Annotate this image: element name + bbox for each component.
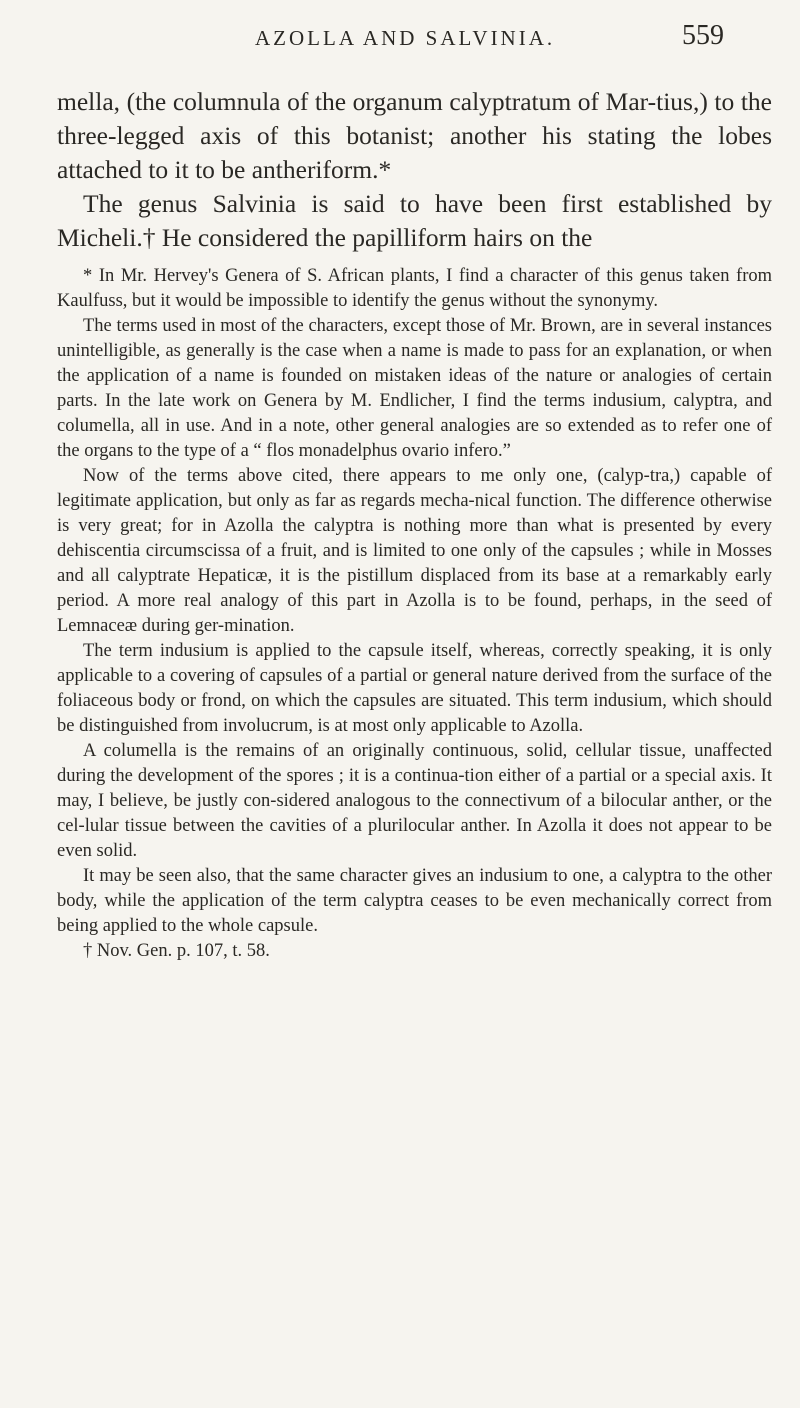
footnote-paragraph: The terms used in most of the characters, except those of Mr. Brown, are in several instances unintelligible, as generally is the case when a name is made to pass for an explanation, or when the application of a name is founded on mistaken ideas of the nature or analogies of certain parts. In the late work on Genera by M. Endlicher, I find the terms indusium, calyptra, and columella, all in use. And in a note, other general analogies are so extended as to refer one of the organs to the type of a “ flos monadelphus ovario infero.”	[57, 316, 772, 461]
running-title: AZOLLA AND SALVINIA.	[255, 26, 556, 50]
footnote-paragraph: It may be seen also, that the same character gives an indusium to one, a calyptra to the other body, while the application of the term calyptra ceases to be even mechanically correct from being applied to the whole capsule.	[57, 866, 772, 936]
footnote-paragraph: A columella is the remains of an originally continuous, solid, cellular tissue, unaffected during the development of the spores ; it is a continua-tion either of a partial or a special axis. It may, I believe, be justly con-sidered analogous to the connectivum of a bilocular anther, or the cel-lular tissue between the cavities of a plurilocular anther. In Azolla it does not appear to be even solid.	[57, 741, 772, 861]
footnotes	[57, 264, 772, 964]
page-number: 559	[682, 20, 724, 51]
footnote-paragraph: Now of the terms above cited, there appears to me only one, (calyp-tra,) capable of legitimate application, but only as far as regards mecha-nical function. The difference otherwise is very great; for in Azolla the calyptra is nothing more than what is presented by every dehiscentia circumscissa of a fruit, and is limited to one only of the capsules ; while in Mosses and all calyptrate Hepaticæ, it is the pistillum displaced from its base at a remarkably early period. A more real analogy of this part in Azolla is to be found, perhaps, in the seed of Lemnaceæ during ger-mination.	[57, 466, 772, 636]
body-paragraph: mella, (the columnula of the organum calyptratum of Mar-tius,) to the three-legged axis of this botanist; another his stating the lobes attached to it to be antheriform.*	[57, 87, 772, 184]
footnote-paragraph: † Nov. Gen. p. 107, t. 58.	[83, 941, 270, 961]
body-paragraph: The genus Salvinia is said to have been first established by Micheli.† He considered the papilliform hairs on the	[57, 189, 772, 252]
footnote-paragraph: * In Mr. Hervey's Genera of S. African plants, I find a character of this genus taken from Kaulfuss, but it would be impossible to identify the genus without the synonymy.	[57, 266, 772, 311]
main-text	[57, 85, 772, 255]
footnote-paragraph: The term indusium is applied to the capsule itself, whereas, correctly speaking, it is only applicable to a covering of capsules of a partial or general nature derived from the surface of the foliaceous body or frond, on which the capsules are situated. This term indusium, which should be distinguished from involucrum, is at most only applicable to Azolla.	[57, 641, 772, 736]
